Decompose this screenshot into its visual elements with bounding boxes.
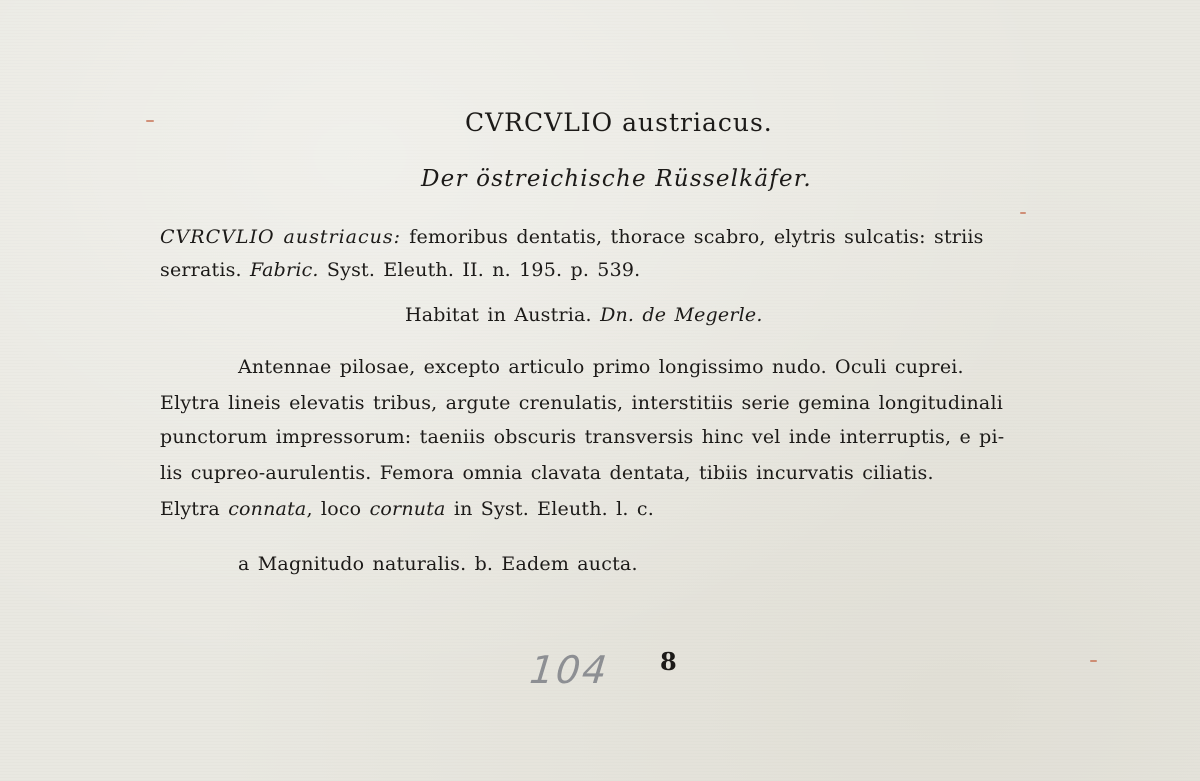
handwritten-number: 104 [527,648,611,692]
habitat-authority: Dn. de Megerle. [600,304,763,326]
diagnosis-text-2a: serratis. [160,259,242,281]
paragraph-term-cornuta: cornuta [369,498,446,520]
paragraph-line-3: punctorum impressorum: taeniis obscuris transversis hinc vel inde interruptis, e pi- [160,426,1005,448]
habitat-line [405,304,763,326]
diagnosis-reference-author: Fabric. [250,259,319,281]
paper-speck [146,120,154,122]
paragraph-line-1: Antennae pilosae, excepto articulo primo longissimo nudo. Oculi cuprei. [238,356,964,378]
figure-caption: a Magnitudo naturalis. b. Eadem aucta. [238,553,638,575]
habitat-text: Habitat in Austria. [405,304,592,326]
paragraph-line-5c: , loco [306,498,362,520]
paragraph-line-2: Elytra lineis elevatis tribus, argute crenulatis, interstitiis serie gemina longitudinali [160,392,1004,414]
page-number: 8 [660,647,677,676]
paper-speck [1090,660,1097,662]
paragraph-term-connata: connata [228,498,307,520]
diagnosis-line-1 [160,226,984,248]
paragraph-line-5 [160,498,654,520]
species-heading [465,108,773,137]
vernacular-name: Der östreichische Rüsselkäfer. [421,166,812,192]
diagnosis-line-2 [160,259,640,281]
paragraph-line-5a: Elytra [160,498,220,520]
paragraph-line-4: lis cupreo-aurulentis. Femora omnia clavata dentata, tibiis incurvatis ciliatis. [160,462,934,484]
diagnosis-reference: Syst. Eleuth. II. n. 195. p. 539. [326,259,641,281]
genus-name: CVRCVLIO [465,108,614,137]
diagnosis-text-1: femoribus dentatis, thorace scabro, elytris sulcatis: striis [409,226,984,248]
paper-speck [1020,212,1026,214]
diagnosis-species-name: CVRCVLIO austriacus: [160,226,402,248]
species-name: austriacus. [622,108,773,137]
paragraph-line-5e: in Syst. Eleuth. l. c. [453,498,654,520]
